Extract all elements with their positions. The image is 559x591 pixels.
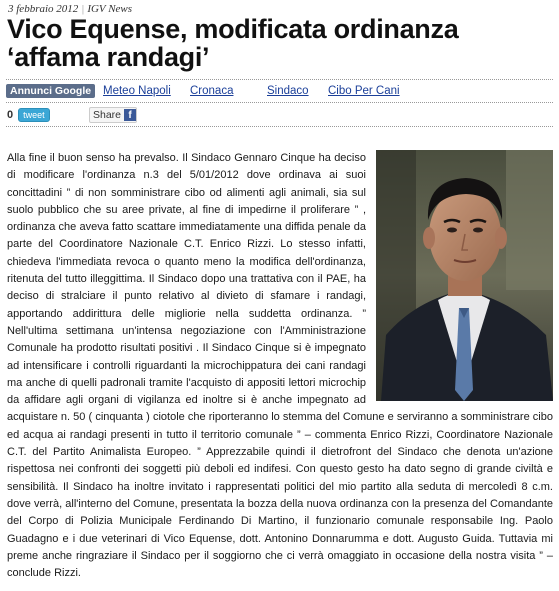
divider-middle (6, 102, 553, 103)
tweet-count: 0 (7, 109, 14, 121)
article-paragraph: Alla fine il buon senso ha prevalso. Il Sindaco Gennaro Cinque ha deciso di modificare l'ordinanza n.3 del 5/01/2012 dove ordinava ai suoi concittadini ” di non somministrare cibo od alimenti agli animali, sia sul suolo pubblico che su aree private, al fine di impedirne il proliferare ” , ordinanza che aveva fatto scattare immediatamente una diffida penale da parte del Coordinatore Nazionale C.T. Enrico Rizzi. Lo stesso infatti, chiedeva l'immediata revoca o quanto meno la modifica dell'ordinanza, ritenuta del tutto illeggittima. Il Sindaco dopo una trattativa con il PAE, ha deciso di stralciare il punto relativo al divieto di sfamare i randagi, apportando addirittura delle migliorie nella suddetta ordinanza. ” Nell'ultima settimana un'intensa negoziazione con l'Amministrazione Comunale ha prodotto risultati positivi . Il Sindaco Cinque si è impegnato ad intensificare i controlli riguardanti la microchippatura dei cani randagi ma anche di quelli padronali tramite l'acquisto di appositi lettori microchip da affidare agli organi di vigilanza ed inoltre si è anche impegnato ad acquistare n. 50 ( cinquanta ) ciotole che riporteranno lo stemma del Comune e serviranno a somministrare cibo ed acqua ai randagi presenti in tutto il territorio comunale ” – commenta Enrico Rizzi, Coordinatore Nazionale C.T. del Partito Animalista Europeo. ” Apprezzabile quindi il dietrofront del Sindaco che denota un'azione rispettosa nei confronti dei soggetti più deboli ed indifesi. Con questo gesto ha dato segno di grande civiltà e sensibilità. Il Sindaco ha inoltre invitato i rappresentati politici del mio partito alla seduta di mercoledì 8 c.m. dove verrà, all'interno del Comune, presentata la bozza della nuova ordinanza con la presenza del Comandante del Corpo di Polizia Municipale Ferdinando Di Martino, il funzionario comunale responsabile Ing. Paolo Guadagno e i due veterinari di Vico Equense, dott. Antonino Donnarumma e dott. Augusto Guida. Tuttavia mi preme anche ringraziare il Sindaco per il soggiorno che ci verrà omaggiato in occasione della nostra visita ” – conclude Rizzi. (7, 152, 553, 580)
article-photo (376, 150, 553, 401)
article-body (7, 150, 553, 582)
ad-link-meteo-napoli[interactable]: Meteo Napoli (103, 85, 171, 97)
ad-link-cronaca[interactable]: Cronaca (190, 85, 234, 97)
portrait-image (376, 150, 553, 401)
facebook-share-button[interactable] (89, 107, 137, 123)
article-date: 3 febbraio 2012 (8, 3, 79, 15)
article-source: IGV News (87, 3, 133, 15)
divider-bottom (6, 126, 553, 127)
ad-link-sindaco[interactable]: Sindaco (267, 85, 309, 97)
page-title: Vico Equense, modificata ordinanza ‘affama randagi’ (7, 14, 459, 72)
facebook-icon: f (124, 109, 136, 121)
divider-top (6, 79, 553, 80)
ad-link-cibo-per-cani[interactable]: Cibo Per Cani (328, 85, 400, 97)
tweet-widget (7, 107, 50, 123)
google-ads-badge[interactable]: Annunci Google (6, 84, 95, 98)
ad-links-bar (6, 81, 553, 101)
share-label: Share (93, 109, 122, 121)
tweet-button[interactable]: tweet (18, 108, 50, 122)
meta-separator: | (81, 3, 85, 15)
